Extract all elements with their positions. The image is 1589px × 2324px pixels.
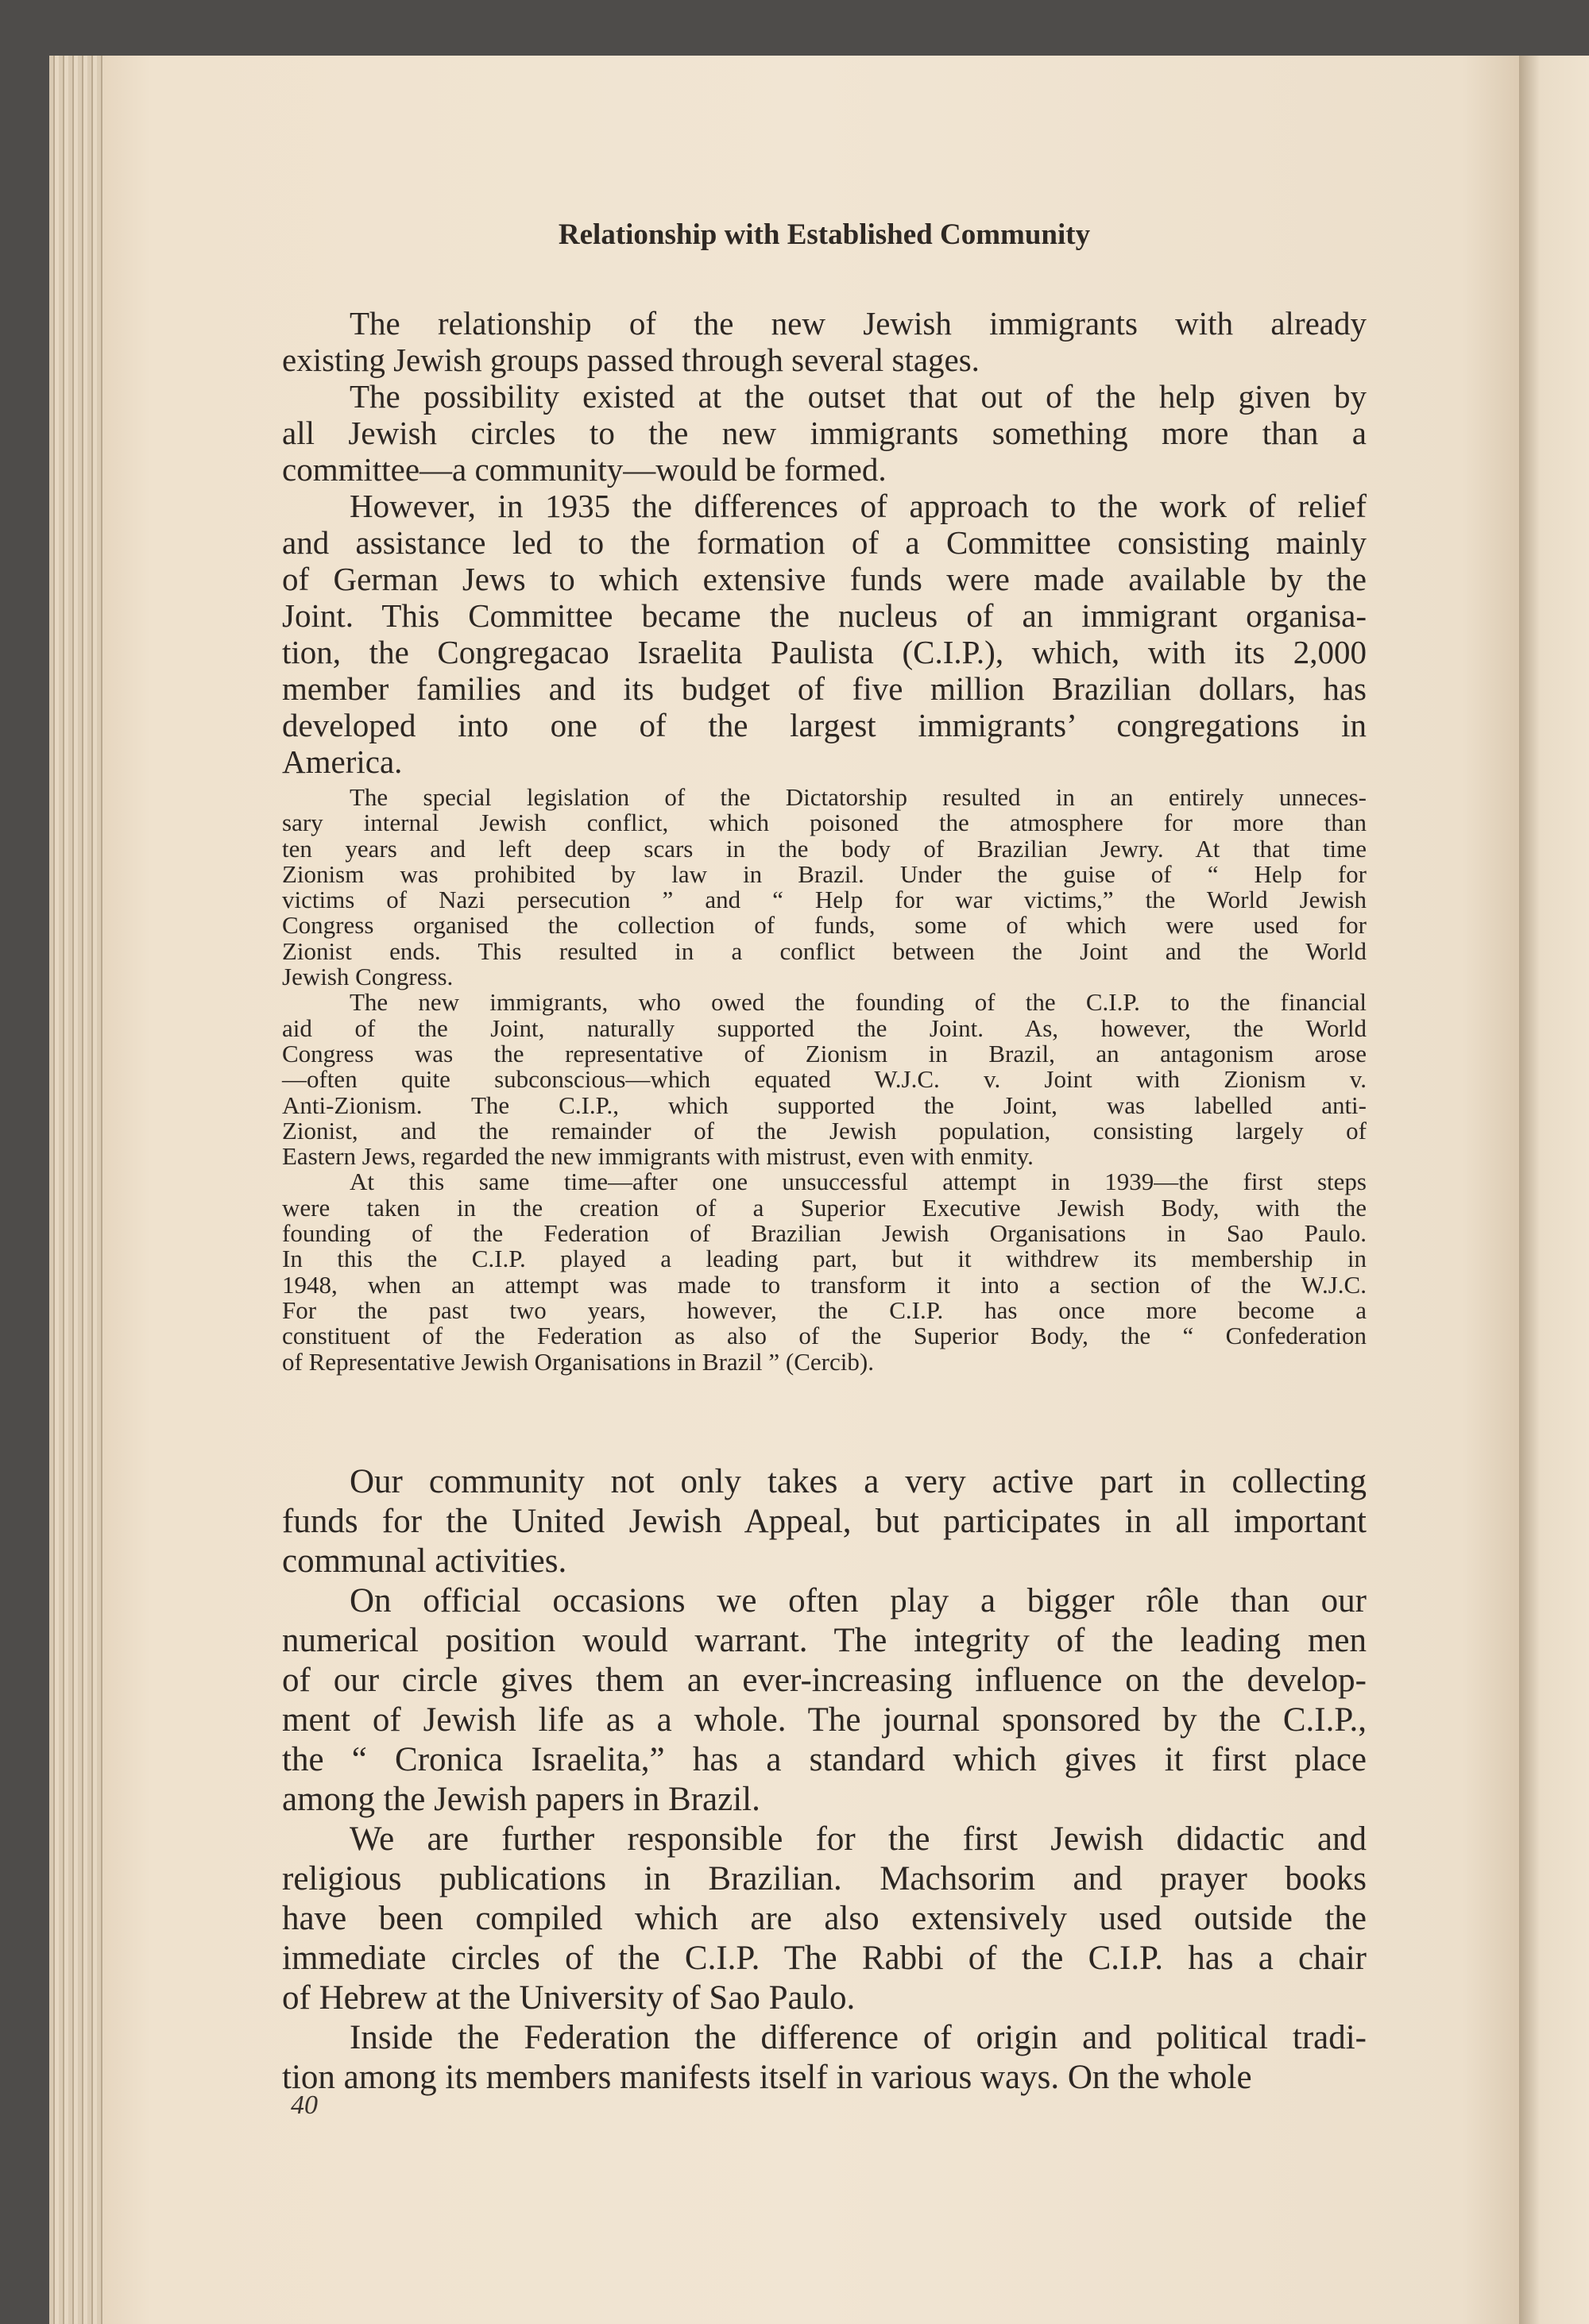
paragraph [282, 1169, 1367, 1374]
text-line: funds for the United Jewish Appeal, but participates in all important [282, 1503, 1367, 1540]
text-line: and assistance led to the formation of a Committee consisting mainly [282, 524, 1367, 561]
text-line: Congress organised the collection of funds, some of which were used for [282, 911, 1367, 940]
paragraph [282, 1462, 1367, 1581]
text-line: tion among its members manifests itself in various ways. On the whole [282, 2059, 1252, 2096]
text-line: numerical position would warrant. The integrity of the leading men [282, 1622, 1367, 1659]
text-line: The new immigrants, who owed the founding of the C.I.P. to the financial [350, 988, 1367, 1017]
text-line: Zionism was prohibited by law in Brazil. Under the guise of “ Help for [282, 859, 1367, 888]
section-heading: Relationship with Established Community [558, 218, 1091, 251]
text-line: Congress was the representative of Zionism in Brazil, an antagonism arose [282, 1039, 1367, 1067]
text-line: developed into one of the largest immigrants’ congregations in [282, 707, 1367, 743]
text-line: immediate circles of the C.I.P. The Rabbi of the C.I.P. has a chair [282, 1940, 1367, 1977]
text-line: sary internal Jewish conflict, which poisoned the atmosphere for more than [282, 809, 1367, 837]
text-line: America. [282, 743, 403, 780]
text-line: We are further responsible for the first Jewish didactic and [350, 1820, 1367, 1858]
paragraph [282, 785, 1367, 990]
text-line: On official occasions we often play a bigger rôle than our [350, 1582, 1367, 1619]
text-line: of German Jews to which extensive funds were made available by the [282, 561, 1367, 597]
paragraph [282, 990, 1367, 1169]
text-line: existing Jewish groups passed through several stages. [282, 342, 980, 378]
text-line: of Hebrew at the University of Sao Paulo. [282, 1979, 856, 2017]
text-line: 1948, when an attempt was made to transform it into a section of the W.J.C. [282, 1270, 1367, 1299]
text-line: tion, the Congregacao Israelita Paulista (C.I.P.), which, with its 2,000 [282, 634, 1367, 670]
text-line: Jewish Congress. [282, 963, 454, 991]
text-line: Eastern Jews, regarded the new immigrants with mistrust, even with enmity. [282, 1142, 1034, 1171]
text-line: communal activities. [282, 1542, 567, 1580]
paragraph [282, 305, 1367, 378]
text-line: Inside the Federation the difference of origin and political tradi- [350, 2019, 1367, 2056]
text-line: At this same time—after one unsuccessful attempt in 1939—the first steps [350, 1168, 1367, 1196]
body-text-main [282, 305, 1367, 780]
text-line: of Representative Jewish Organisations in Brazil ” (Cercib). [282, 1347, 874, 1376]
text-line: Zionist, and the remainder of the Jewish population, consisting largely of [282, 1116, 1367, 1145]
text-line: were taken in the creation of a Superior Executive Jewish Body, with the [282, 1193, 1367, 1222]
page-number: 40 [291, 2090, 318, 2120]
paragraph [282, 488, 1367, 780]
text-line: the “ Cronica Israelita,” has a standard which gives it first place [282, 1741, 1367, 1778]
text-line: Our community not only takes a very active part in collecting [350, 1463, 1367, 1500]
text-line: —often quite subconscious—which equated W.J.C. v. Joint with Zionism v. [282, 1065, 1367, 1094]
text-line: all Jewish circles to the new immigrants something more than a [282, 415, 1367, 451]
paragraph [282, 1820, 1367, 2018]
body-text-small [282, 785, 1367, 1375]
paragraph [282, 2018, 1367, 2098]
text-line: ten years and left deep scars in the body of Brazilian Jewry. At that time [282, 834, 1367, 863]
text-line: member families and its budget of five million Brazilian dollars, has [282, 670, 1367, 707]
paragraph [282, 378, 1367, 488]
text-line: The relationship of the new Jewish immigrants with already [350, 305, 1367, 342]
text-line: In this the C.I.P. played a leading part, but it withdrew its membership in [282, 1245, 1367, 1273]
text-line: Zionist ends. This resulted in a conflict between the Joint and the World [282, 936, 1367, 965]
text-line: However, in 1935 the differences of approach to the work of relief [350, 488, 1367, 524]
body-text-continued [282, 1462, 1367, 2098]
text-line: victims of Nazi persecution ” and “ Help for war victims,” the World Jewish [282, 886, 1367, 914]
text-line: constituent of the Federation as also of the Superior Body, the “ Confederation [282, 1322, 1367, 1350]
text-line: Anti-Zionism. The C.I.P., which supported the Joint, was labelled anti- [282, 1091, 1367, 1119]
text-line: religious publications in Brazilian. Machsorim and prayer books [282, 1860, 1367, 1897]
text-line: Joint. This Committee became the nucleus of an immigrant organisa- [282, 597, 1367, 634]
text-line: aid of the Joint, naturally supported the Joint. As, however, the World [282, 1013, 1367, 1042]
text-line: among the Jewish papers in Brazil. [282, 1781, 760, 1818]
facing-page-edge [1519, 56, 1589, 2324]
text-line: The special legislation of the Dictatorship resulted in an entirely unneces- [350, 783, 1367, 811]
text-line: founding of the Federation of Brazilian Jewish Organisations in Sao Paulo. [282, 1219, 1367, 1248]
text-line: committee—a community—would be formed. [282, 451, 887, 488]
text-line: have been compiled which are also extensively used outside the [282, 1900, 1367, 1937]
text-line: For the past two years, however, the C.I.P. has once more become a [282, 1295, 1367, 1324]
text-line: ment of Jewish life as a whole. The journal sponsored by the C.I.P., [282, 1701, 1367, 1739]
text-line: of our circle gives them an ever-increasing influence on the develop- [282, 1662, 1367, 1699]
paragraph [282, 1581, 1367, 1820]
text-line: The possibility existed at the outset that out of the help given by [350, 378, 1367, 415]
